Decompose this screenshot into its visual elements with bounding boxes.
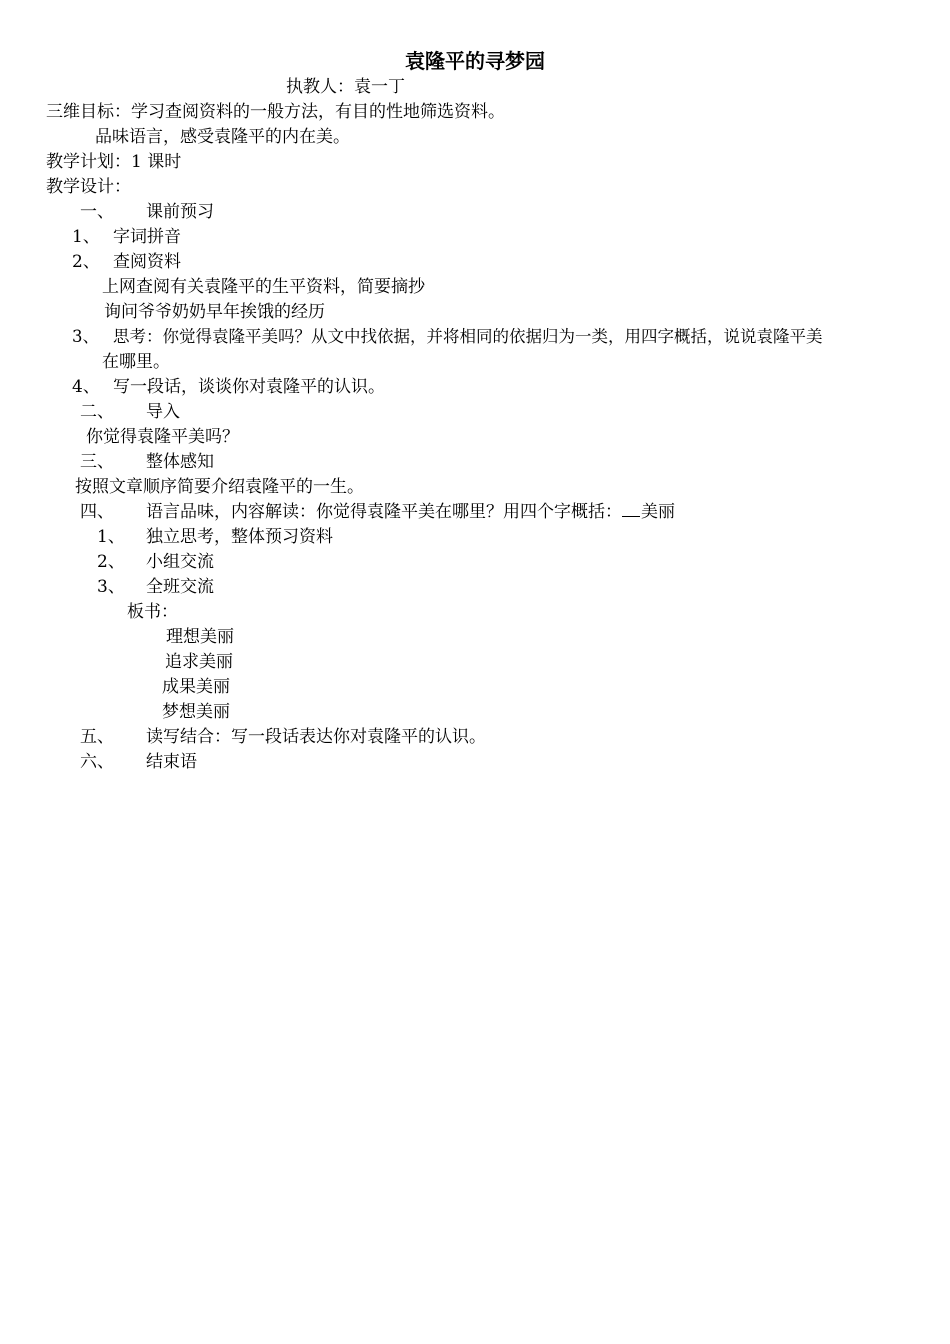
goal-line-1: 三维目标：学习查阅资料的一般方法，有目的性地筛选资料。 [46, 102, 505, 122]
item-continuation: 在哪里。 [102, 352, 170, 372]
section-6-heading [80, 751, 197, 773]
item-number: 1、 [97, 527, 125, 547]
section-title: 导入 [146, 402, 180, 422]
plan-line: 教学计划：1 课时 [46, 152, 182, 172]
item-number: 4、 [72, 377, 100, 397]
sub-item: 上网查阅有关袁隆平的生平资料，简要摘抄 [102, 277, 425, 297]
teacher-line: 执教人：袁一丁 [286, 77, 405, 97]
item-text: 小组交流 [146, 552, 214, 572]
section-title: 课前预习 [146, 202, 214, 222]
section-5-heading [80, 726, 486, 748]
item-number: 3、 [72, 327, 99, 346]
sub-item: 询问爷爷奶奶早年挨饿的经历 [104, 302, 325, 322]
board-entry: 追求美丽 [165, 652, 233, 672]
board-label: 板书： [127, 602, 178, 622]
item-text: 字词拼音 [113, 227, 181, 247]
section-body: 你觉得袁隆平美吗？ [86, 427, 239, 447]
section-number: 一、 [80, 202, 114, 222]
section-body: 按照文章顺序简要介绍袁隆平的一生。 [75, 477, 364, 497]
section-number: 三、 [80, 452, 114, 472]
item-number: 2、 [97, 552, 125, 572]
section-title: 语言品味，内容解读：你觉得袁隆平美在哪里？用四个字概括： [146, 502, 622, 522]
list-item [97, 551, 214, 573]
list-item [97, 526, 333, 548]
item-text: 写一段话，谈谈你对袁隆平的认识。 [113, 377, 385, 397]
list-item [72, 326, 823, 348]
item-number: 2、 [72, 252, 100, 272]
blank-suffix: 美丽 [641, 502, 675, 522]
section-2-heading [80, 401, 180, 423]
list-item [72, 376, 385, 398]
section-3-heading [80, 451, 214, 473]
item-number: 3、 [97, 577, 125, 597]
item-text: 全班交流 [146, 577, 214, 597]
section-1-heading [80, 201, 214, 223]
section-number: 四、 [80, 502, 114, 522]
board-entry: 理想美丽 [166, 627, 234, 647]
section-4-heading [80, 501, 675, 523]
list-item [72, 226, 181, 248]
section-number: 五、 [80, 727, 114, 747]
fill-in-blank [622, 502, 640, 517]
board-entry: 梦想美丽 [162, 702, 230, 722]
list-item [72, 251, 181, 273]
item-text: 独立思考，整体预习资料 [146, 527, 333, 547]
board-entry: 成果美丽 [162, 677, 230, 697]
item-number: 1、 [72, 227, 100, 247]
section-number: 六、 [80, 752, 114, 772]
item-text: 思考：你觉得袁隆平美吗？从文中找依据，并将相同的依据归为一类，用四字概括，说说袁隆平美 [113, 327, 823, 346]
list-item [97, 576, 214, 598]
section-number: 二、 [80, 402, 114, 422]
item-text: 查阅资料 [113, 252, 181, 272]
document-title: 袁隆平的寻梦园 [405, 49, 545, 73]
section-title: 读写结合：写一段话表达你对袁隆平的认识。 [146, 727, 486, 747]
section-title: 结束语 [146, 752, 197, 772]
goal-line-2: 品味语言，感受袁隆平的内在美。 [95, 127, 350, 147]
section-title: 整体感知 [146, 452, 214, 472]
design-line: 教学设计： [46, 177, 131, 197]
